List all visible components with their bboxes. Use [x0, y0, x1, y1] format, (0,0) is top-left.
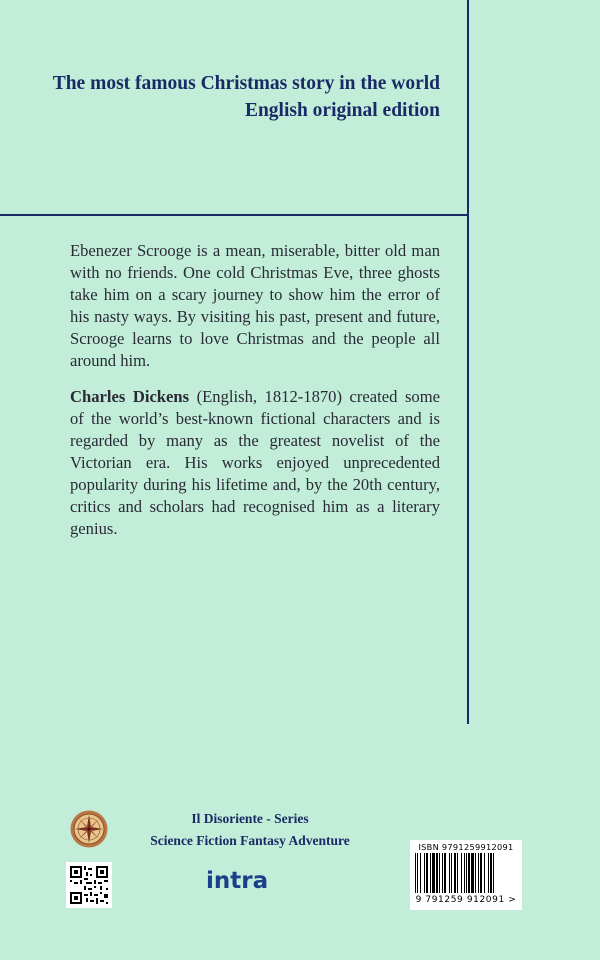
series-title: Il Disoriente - Series [191, 811, 309, 826]
qr-code [66, 862, 112, 908]
publisher-logo: intra [206, 868, 269, 894]
author-paragraph [70, 386, 440, 540]
author-bio: (English, 1812-1870) created some of the world’s best-known fictional characters and is regarded by many as the greatest novelist of the Victorian era. His works enjoyed unprecedented popularity during his lifetime and, by the 20th century, critics and scholars had recognised him as a literary genius. [70, 387, 440, 538]
tagline [53, 70, 440, 124]
author-name: Charles Dickens [70, 387, 190, 406]
isbn-barcode [410, 840, 522, 910]
compass-rose-icon [70, 810, 108, 848]
divider-horizontal [0, 214, 469, 216]
series-info [120, 808, 380, 852]
series-genres: Science Fiction Fantasy Adventure [150, 833, 350, 848]
divider-vertical-top [467, 0, 469, 216]
isbn-label: ISBN 9791259912091 [418, 842, 514, 852]
tagline-line-1: The most famous Christmas story in the world [52, 73, 440, 94]
back-cover-blurb [70, 240, 440, 554]
barcode-digits: 9 791259 912091 > [415, 895, 517, 905]
tagline-line-2: English original edition [244, 100, 440, 121]
barcode-bars [414, 853, 518, 893]
divider-vertical-right [467, 216, 469, 724]
story-summary: Ebenezer Scrooge is a mean, miserable, bitter old man with no friends. One cold Christmas Eve, three ghosts take him on a scary journey to show him the error of his nasty ways. By visiting his past, present and future, Scrooge learns to love Christmas and the people all around him. [70, 241, 440, 370]
